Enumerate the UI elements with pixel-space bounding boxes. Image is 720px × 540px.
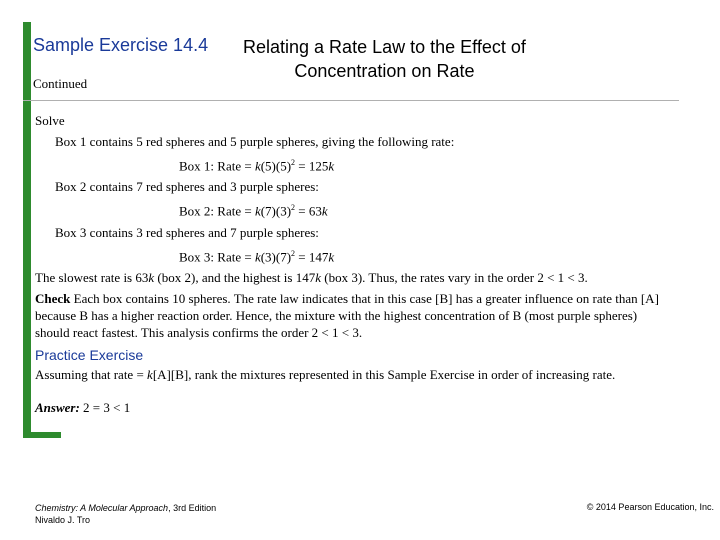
solve-section — [35, 110, 665, 341]
box2-equation: Box 2: Rate = $k(7)(3)^2 = 63k$ — [179, 203, 328, 219]
title-line-2: Concentration on Rate — [294, 61, 475, 81]
answer-value: 2 = 3 < 1 — [79, 400, 131, 415]
answer-label: Answer: — [35, 400, 80, 415]
box3-intro: Box 3 contains 3 red spheres and 7 purple spheres: — [55, 224, 319, 240]
title-line-1: Relating a Rate Law to the Effect of — [243, 37, 526, 57]
footer-copyright: © 2014 Pearson Education, Inc. — [586, 502, 714, 512]
book-edition: , 3rd Edition — [168, 503, 217, 513]
green-frame-bottom — [23, 432, 61, 438]
header-divider — [23, 100, 679, 101]
box1-equation: Box 1: Rate = $k(5)(5)^2 = 125k$ — [179, 158, 335, 174]
check-paragraph — [35, 290, 665, 341]
practice-exercise-question: Assuming that rate = k[A][B], rank the mixtures represented in this Sample Exercise in order of increasing rate. — [35, 367, 616, 382]
check-text: Each box contains 10 spheres. The rate law indicates that in this case [B] has a greater influence on rate than [A] because B has a higher reaction order. Hence, the mixture with the highest concentration of B (most purple spheres) should react fastest. This analysis confirms the order 2 < 1 < 3. — [35, 290, 659, 340]
footer-citation — [35, 502, 216, 526]
box3-equation: Box 3: Rate = $k(3)(7)^2 = 147k$ — [179, 248, 335, 264]
box1-intro: Box 1 contains 5 red spheres and 5 purple spheres, giving the following rate: — [55, 134, 455, 149]
check-label: Check — [35, 290, 71, 306]
green-frame-left — [23, 22, 31, 437]
practice-answer — [35, 400, 130, 416]
exercise-title — [243, 35, 526, 83]
box2-intro: Box 2 contains 7 red spheres and 3 purple spheres: — [55, 179, 319, 195]
book-title: Chemistry: A Molecular Approach — [35, 503, 169, 513]
rate-summary: The slowest rate is 63k (box 2), and the highest is 147k (box 3). Thus, the rates vary in the order 2 < 1 < 3. — [35, 269, 588, 285]
exercise-number: Sample Exercise 14.4 — [33, 35, 209, 55]
solve-heading: Solve — [35, 113, 65, 128]
continued-label: Continued — [33, 76, 88, 91]
practice-exercise-title: Practice Exercise — [35, 347, 144, 363]
book-author: Nivaldo J. Tro — [35, 515, 91, 525]
